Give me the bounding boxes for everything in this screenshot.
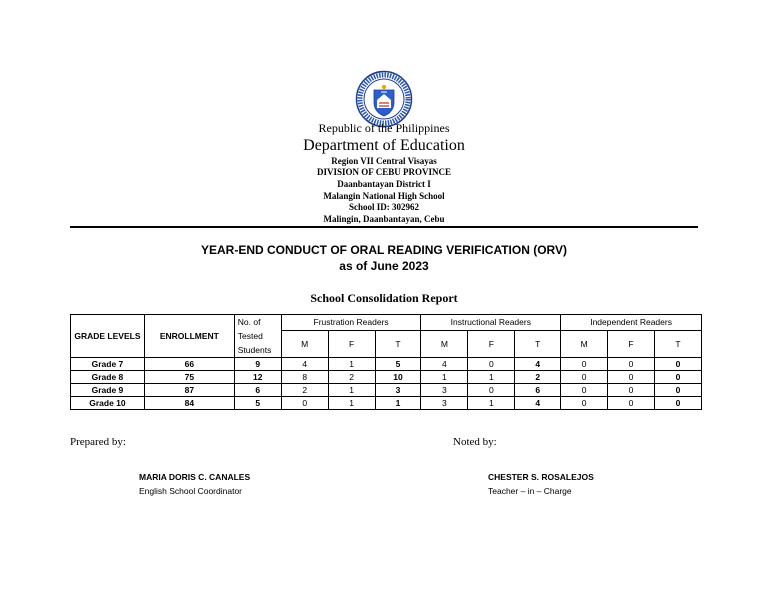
- header-grade-levels: GRADE LEVELS: [71, 315, 145, 358]
- department-name: Department of Education: [303, 137, 465, 154]
- tested-cell: 12: [234, 371, 281, 384]
- school-id: School ID: 302962: [348, 202, 419, 212]
- total-cell: 0: [654, 358, 701, 371]
- header-divider: [70, 226, 698, 228]
- noter-name: CHESTER S. ROSALEJOS: [488, 472, 594, 482]
- republic-line: Republic of the Philippines: [318, 121, 450, 135]
- noter-title: Teacher – in – Charge: [488, 486, 572, 496]
- total-cell: 0: [654, 371, 701, 384]
- report-heading: YEAR-END CONDUCT OF ORAL READING VERIFICATION (ORV): [200, 243, 567, 257]
- table-row: [71, 384, 702, 397]
- enrollment-cell: 75: [144, 371, 234, 384]
- noted-by-label: Noted by:: [453, 436, 497, 448]
- orv-table: [70, 314, 702, 410]
- school-name: Malangin National High School: [323, 191, 445, 201]
- value-cell: 0: [468, 358, 515, 371]
- header-m: M: [281, 330, 328, 357]
- total-cell: 3: [375, 384, 421, 397]
- table-row: [71, 358, 702, 371]
- grade-cell: Grade 8: [71, 371, 145, 384]
- header-f: F: [608, 330, 655, 357]
- table-row: [71, 397, 702, 410]
- grade-cell: Grade 7: [71, 358, 145, 371]
- school-address: Malingin, Daanbantayan, Cebu: [323, 214, 445, 224]
- total-cell: 5: [375, 358, 421, 371]
- value-cell: 0: [608, 384, 655, 397]
- total-cell: 1: [375, 397, 421, 410]
- header-m: M: [561, 330, 608, 357]
- value-cell: 0: [468, 384, 515, 397]
- value-cell: 0: [561, 371, 608, 384]
- header-frustration: Frustration Readers: [281, 315, 421, 331]
- value-cell: 1: [468, 371, 515, 384]
- header-t: T: [654, 330, 701, 357]
- tested-cell: 5: [234, 397, 281, 410]
- value-cell: 1: [421, 371, 468, 384]
- value-cell: 1: [468, 397, 515, 410]
- value-cell: 4: [421, 358, 468, 371]
- header-f: F: [468, 330, 515, 357]
- total-cell: 0: [654, 397, 701, 410]
- header-t: T: [375, 330, 421, 357]
- value-cell: 2: [328, 371, 375, 384]
- header-f: F: [328, 330, 375, 357]
- value-cell: 2: [281, 384, 328, 397]
- value-cell: 1: [328, 358, 375, 371]
- district-line: Daanbantayan District I: [337, 179, 431, 189]
- enrollment-cell: 87: [144, 384, 234, 397]
- header-m: M: [421, 330, 468, 357]
- value-cell: 1: [328, 397, 375, 410]
- enrollment-cell: 84: [144, 397, 234, 410]
- preparer-title: English School Coordinator: [139, 486, 243, 496]
- tested-cell: 9: [234, 358, 281, 371]
- deped-seal-logo: [355, 70, 413, 128]
- header-t: T: [515, 330, 561, 357]
- value-cell: 0: [561, 358, 608, 371]
- value-cell: 0: [281, 397, 328, 410]
- total-cell: 4: [515, 397, 561, 410]
- value-cell: 3: [421, 384, 468, 397]
- table-row: [71, 371, 702, 384]
- grade-cell: Grade 10: [71, 397, 145, 410]
- value-cell: 0: [561, 397, 608, 410]
- preparer-name: MARIA DORIS C. CANALES: [139, 472, 251, 482]
- value-cell: 8: [281, 371, 328, 384]
- value-cell: 1: [328, 384, 375, 397]
- value-cell: 0: [608, 358, 655, 371]
- consolidation-title: School Consolidation Report: [310, 291, 458, 305]
- value-cell: 0: [608, 371, 655, 384]
- value-cell: 0: [608, 397, 655, 410]
- prepared-by-label: Prepared by:: [70, 436, 126, 448]
- total-cell: 10: [375, 371, 421, 384]
- value-cell: 4: [281, 358, 328, 371]
- header-instructional: Instructional Readers: [421, 315, 561, 331]
- total-cell: 6: [515, 384, 561, 397]
- header-independent: Independent Readers: [561, 315, 702, 331]
- grade-cell: Grade 9: [71, 384, 145, 397]
- header-tested: No. of Tested Students: [234, 315, 281, 358]
- value-cell: 3: [421, 397, 468, 410]
- header-enrollment: ENROLLMENT: [144, 315, 234, 358]
- total-cell: 2: [515, 371, 561, 384]
- value-cell: 0: [561, 384, 608, 397]
- total-cell: 0: [654, 384, 701, 397]
- tested-cell: 6: [234, 384, 281, 397]
- enrollment-cell: 66: [144, 358, 234, 371]
- total-cell: 4: [515, 358, 561, 371]
- report-date: as of June 2023: [339, 259, 429, 273]
- division-line: DIVISION OF CEBU PROVINCE: [317, 167, 451, 177]
- region-line: Region VII Central Visayas: [331, 156, 437, 166]
